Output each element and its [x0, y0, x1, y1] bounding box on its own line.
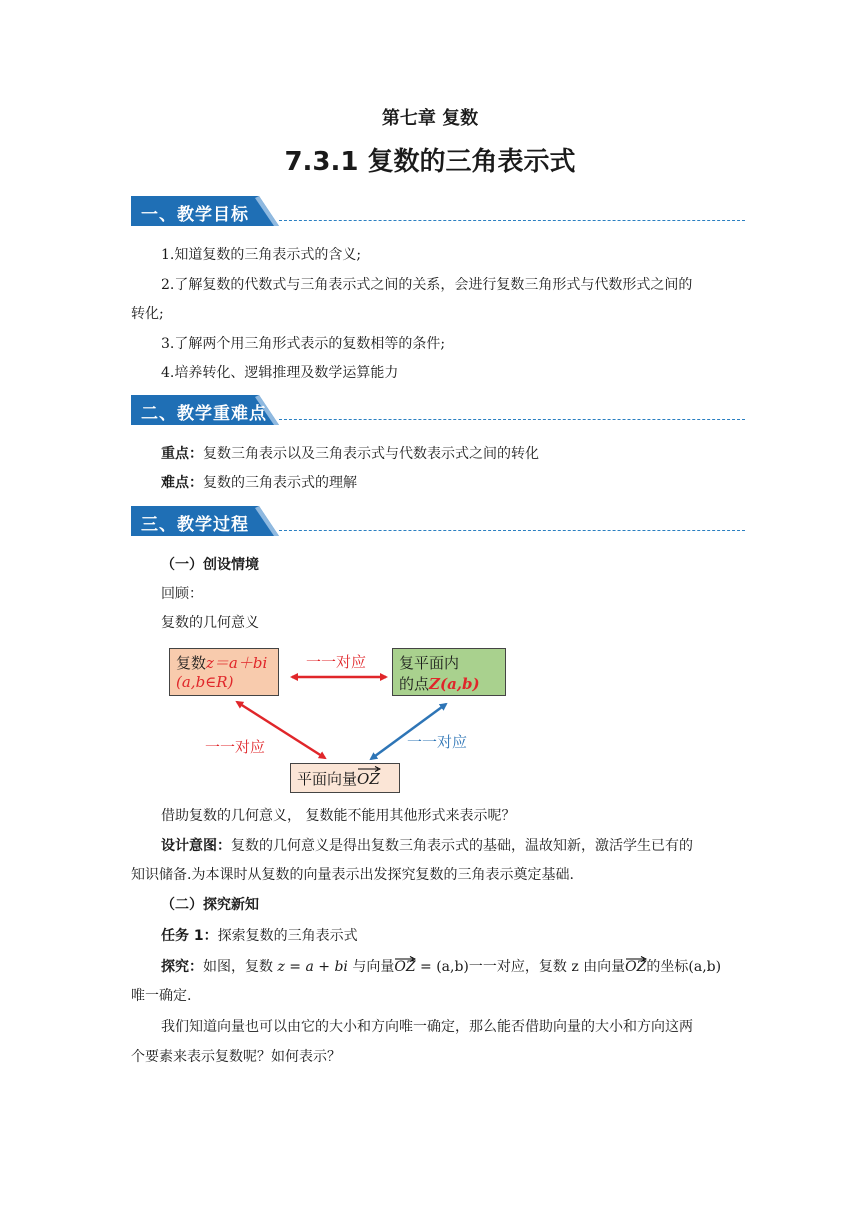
key-point-label: 重点：	[161, 446, 203, 462]
design-intent-label: 设计意图：	[161, 838, 231, 854]
task-line: 任务 1：探索复数的三角表示式	[161, 928, 358, 944]
section-title: 一、教学目标	[141, 205, 249, 225]
question-text: 借助复数的几何意义， 复数能不能用其他形式来表示呢？	[161, 808, 516, 824]
geometric-meaning-label: 复数的几何意义	[161, 615, 259, 631]
explore-label: 探究：	[161, 959, 203, 975]
key-point	[161, 444, 539, 464]
section-process-header	[131, 506, 745, 540]
section-title: 二、教学重难点	[141, 404, 267, 424]
arrow-top-label: 一一对应	[306, 653, 367, 671]
difficult-point-text: 复数的三角表示式的理解	[203, 475, 357, 491]
arrow-right-label: 一一对应	[407, 733, 468, 751]
chapter-heading: 第七章 复数	[381, 108, 479, 129]
objective-item: 4.培养转化、逻辑推理及数学运算能力	[161, 365, 399, 381]
section-objectives-header	[131, 196, 745, 230]
key-point-text: 复数三角表示以及三角表示式与代数表示式之间的转化	[203, 446, 539, 462]
paragraph: 我们知道向量也可以由它的大小和方向唯一确定，那么能否借助向量的大小和方向这两	[161, 1019, 693, 1035]
subsection-heading: （一）创设情境	[161, 557, 259, 573]
design-intent: 设计意图：复数的几何意义是得出复数三角表示式的基础，温故知新，激活学生已有的	[161, 838, 693, 854]
objective-item: 转化;	[131, 306, 164, 322]
arrow-left-label: 一一对应	[205, 738, 266, 756]
objective-item: 2.了解复数的代数式与三角表示式之间的关系，会进行复数三角形式与代数形式之间的	[161, 277, 693, 293]
review-label: 回顾：	[161, 586, 203, 602]
difficult-point-label: 难点：	[161, 475, 203, 491]
plane-vector-box: 平面向量OZ	[290, 763, 400, 793]
design-intent-cont: 知识储备.为本课时从复数的向量表示出发探究复数的三角表示奠定基础.	[131, 867, 574, 883]
formula-z: z = a + bi	[277, 959, 348, 975]
complex-plane-point-box: 复平面内 的点Z(a,b)	[392, 648, 506, 696]
dashed-divider	[279, 220, 745, 221]
vector-OZ-inline: OZ	[625, 959, 646, 975]
dashed-divider	[279, 419, 745, 420]
task-label: 任务 1：	[161, 928, 218, 944]
vector-OZ: OZ	[357, 770, 380, 788]
objective-item: 3.了解两个用三角形式表示的复数相等的条件;	[161, 336, 446, 352]
vector-OZ-inline: OZ	[394, 959, 415, 975]
complex-formula: z＝a＋bi	[206, 654, 268, 672]
section-title: 三、教学过程	[141, 515, 249, 535]
page-title: 7.3.1 复数的三角表示式	[284, 147, 576, 177]
complex-number-box: 复数z＝a＋bi (a,b∈R)	[169, 648, 279, 696]
vector-arrow-icon	[625, 956, 647, 962]
vector-arrow-icon	[394, 956, 416, 962]
subsection-heading: （二）探究新知	[161, 897, 259, 913]
objective-item: 1.知道复数的三角表示式的含义;	[161, 247, 362, 263]
difficult-point	[161, 473, 357, 493]
complex-domain: (a,b∈R)	[176, 673, 234, 691]
explore-line-cont: 唯一确定.	[131, 988, 192, 1004]
paragraph-cont: 个要素来表示复数呢？如何表示？	[131, 1049, 341, 1065]
point-formula: Z(a,b)	[429, 675, 480, 693]
dashed-divider	[279, 530, 745, 531]
correspondence-diagram	[160, 640, 520, 800]
section-keypoints-header	[131, 395, 745, 429]
explore-line: 探究：如图，复数 z = a + bi 与向量OZ = (a,b)一一对应，复数 z 由向量OZ 的坐标(a,b)	[161, 957, 741, 977]
